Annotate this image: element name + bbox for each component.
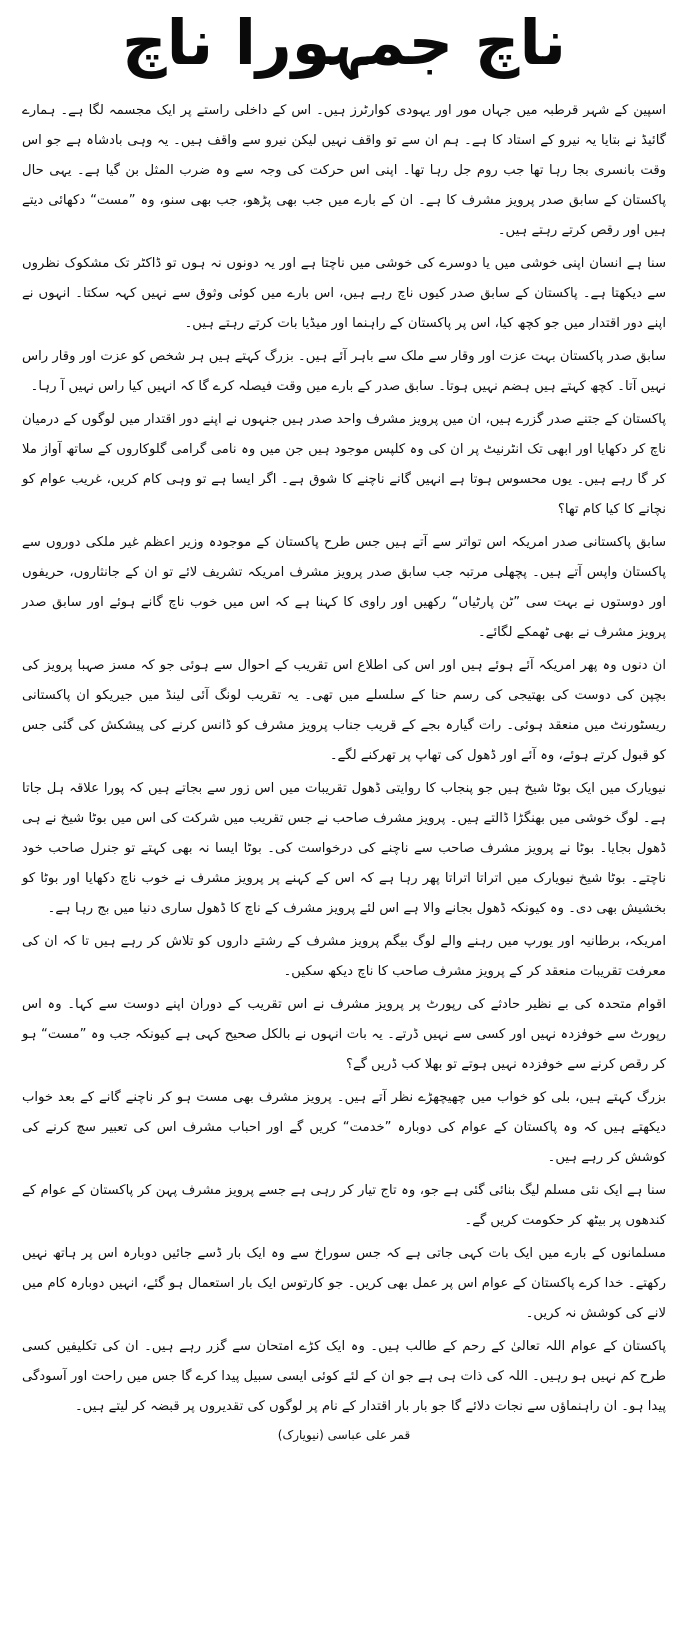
paragraph-8: امریکہ، برطانیہ اور یورپ میں رہنے والے لوگ بیگم پرویز مشرف کے رشتے داروں کو تلاش کر رہے ہیں تا کہ ان کی معرفت تقریبات منعقد کر کے پرویز مشرف صاحب کا ناچ دیکھ سکیں۔ [22,934,666,979]
paragraph-2: سنا ہے انسان اپنی خوشی میں یا دوسرے کی خوشی میں ناچتا ہے اور یہ دونوں نہ ہوں تو ڈاکٹر تک مشکوک نظروں سے دیکھتا ہے۔ پاکستان کے سابق صدر کیوں ناچ رہے ہیں، اس بارے میں کوئی وثوق سے نہیں کہہ سکتا۔ انہوں نے اپنے دور اقتدار میں جو کچھ کیا، اس پر پاکستان کے راہنما اور میڈیا بات کرتے رہتے ہیں۔ [22,256,666,331]
paragraph-7: نیویارک میں ایک بوٹا شیخ ہیں جو پنجاب کا روایتی ڈھول تقریبات میں اس زور سے بجاتے ہیں کہ پورا علاقہ ہل جاتا ہے۔ لوگ خوشی میں بھنگڑا ڈالتے ہیں۔ پرویز مشرف صاحب نے جس تقریب میں شرکت کی اس میں بوٹا شیخ نے ہی ڈھول بجایا۔ بوٹا نے پرویز مشرف صاحب سے ناچنے کی درخواست کی۔ بوٹا ایسا نہ بھی کہتے تو جنرل صاحب خود ناچتے۔ بوٹا شیخ نیویارک میں اتراتا اتراتا پھر رہا ہے کہ اس کے کہنے پر پرویز مشرف نے خوب ناچ دکھایا اور بوٹا کو بخشیش بھی دی۔ وہ کیونکہ ڈھول بجانے والا ہے اس لئے پرویز مشرف کے ناچ کا ڈھول ساری دنیا میں بج رہا ہے۔ [22,781,666,916]
paragraph-13: پاکستان کے عوام اللہ تعالیٰ کے رحم کے طالب ہیں۔ وہ ایک کڑے امتحان سے گزر رہے ہیں۔ ان کی تکلیفیں کسی طرح کم نہیں ہو رہیں۔ اللہ کی ذات ہی ہے جو ان کے لئے کوئی ایسی سبیل پیدا کرے گا جس میں راحت اور آسودگی پیدا ہو۔ ان راہنماؤں سے نجات دلائے گا جو بار بار اقتدار کے نام پر لوگوں کی تقدیروں پر قبضہ کر لیتے ہیں۔ [22,1339,666,1414]
article-body [22,96,666,1422]
paragraph-5: سابق پاکستانی صدر امریکہ اس تواتر سے آتے ہیں جس طرح پاکستان کے موجودہ وزیر اعظم غیر ملکی دوروں سے پاکستان واپس آتے ہیں۔ پچھلی مرتبہ جب سابق صدر پرویز مشرف امریکہ تشریف لائے تو ان کے جانثاروں، حریفوں اور دوستوں نے بہت سی ”ٹن پارٹیاں“ رکھیں اور راوی کا کہنا ہے کہ اس میں خوب ناچ گانے ہوئے اور سابق صدر پرویز مشرف نے بھی ٹھمکے لگائے۔ [22,535,666,640]
paragraph-12: مسلمانوں کے بارے میں ایک بات کہی جاتی ہے کہ جس سوراخ سے وہ ایک بار ڈسے جائیں دوبارہ اس پر ہاتھ نہیں رکھتے۔ خدا کرے پاکستان کے عوام اس پر عمل بھی کریں۔ جو کارتوس ایک بار استعمال ہو گئے، انہیں دوبارہ کام میں لانے کی کوشش نہ کریں۔ [22,1246,666,1321]
paragraph-10: بزرگ کہتے ہیں، بلی کو خواب میں چھیچھڑے نظر آتے ہیں۔ پرویز مشرف بھی مست ہو کر ناچنے گانے کے بعد خواب دیکھتے ہیں کہ وہ پاکستان کے عوام کی دوبارہ ”خدمت“ کریں گے اور احباب مشرف اس کی تعبیر سچ کرنے کی کوشش کر رہے ہیں۔ [22,1090,666,1165]
paragraph-1: اسپین کے شہر قرطبہ میں جہاں مور اور یہودی کوارٹرز ہیں۔ اس کے داخلی راستے پر ایک مجسمہ لگا ہے۔ ہمارے گائیڈ نے بتایا یہ نیرو کے استاد کا ہے۔ ہم ان سے تو واقف نہیں لیکن نیرو سے واقف ہیں۔ یہ وہی بادشاہ ہے جو اس وقت بانسری بجا رہا تھا جب روم جل رہا تھا۔ اپنی اس حرکت کی وجہ سے وہ ضرب المثل بن گیا ہے۔ یہی حال پاکستان کے سابق صدر پرویز مشرف کا ہے۔ ان کے بارے میں جب بھی پڑھو، جب بھی سنو، وہ ”مست“ دکھائی دیتے ہیں اور رقص کرتے رہتے ہیں۔ [22,103,666,238]
paragraph-9: اقوام متحدہ کی بے نظیر حادثے کی رپورٹ پر پرویز مشرف نے اس تقریب کے دوران اپنے دوست سے کہا۔ وہ اس رپورٹ سے خوفزدہ نہیں اور کسی سے نہیں ڈرتے۔ یہ بات انہوں نے بالکل صحیح کہی ہے کیونکہ جب وہ ”مست“ ہو کر رقص کرنے سے خوفزدہ نہیں ہوتے تو بھلا کب ڈریں گے؟ [22,997,666,1072]
author-byline: قمر علی عباسی (نیویارک) [277,1428,411,1442]
paragraph-4: پاکستان کے جتنے صدر گزرے ہیں، ان میں پرویز مشرف واحد صدر ہیں جنہوں نے اپنے دور اقتدار میں لوگوں کے درمیان ناچ کر دکھایا اور ابھی تک انٹرنیٹ پر ان کی وہ کلپس موجود ہیں جن میں وہ نامی گرامی گلوکاروں کے ساتھ آواز ملا کر گا رہے ہیں۔ یوں محسوس ہوتا ہے انہیں گانے ناچنے کا شوق ہے۔ اگر ایسا ہے تو وہی کام کریں، غریب عوام کو نچانے کا کیا کام تھا؟ [22,412,666,517]
paragraph-11: سنا ہے ایک نئی مسلم لیگ بنائی گئی ہے جو، وہ تاج تیار کر رہی ہے جسے پرویز مشرف پہن کر پاکستان کے عوام کے کندھوں پر بیٹھ کر حکومت کریں گے۔ [22,1183,666,1228]
paragraph-3: سابق صدر پاکستان بہت عزت اور وقار سے ملک سے باہر آئے ہیں۔ بزرگ کہتے ہیں ہر شخص کو عزت اور وقار راس نہیں آتا۔ کچھ کہتے ہیں ہضم نہیں ہوتا۔ سابق صدر کے بارے میں وقت فیصلہ کرے گا کہ انہیں کیا راس نہیں آ رہا۔ [22,349,666,394]
headline: ناچ جمہورا ناچ [121,6,567,79]
paragraph-6: ان دنوں وہ پھر امریکہ آئے ہوئے ہیں اور اس کی اطلاع اس تقریب کے احوال سے ہوئی جو کہ مسز صہبا پرویز کی بچپن کی دوست کی بھتیجی کی رسم حنا کے سلسلے میں تھی۔ یہ تقریب لونگ آئی لینڈ میں جیریکو ان پاکستانی ریسٹورنٹ میں منعقد ہوئی۔ رات گیارہ بجے کے قریب جناب پرویز مشرف کو ڈانس کرنے کی پیشکش کی گئی جس کو قبول کرتے ہوئے، وہ آئے اور ڈھول کی تھاپ پر تھرکنے لگے۔ [22,658,666,763]
